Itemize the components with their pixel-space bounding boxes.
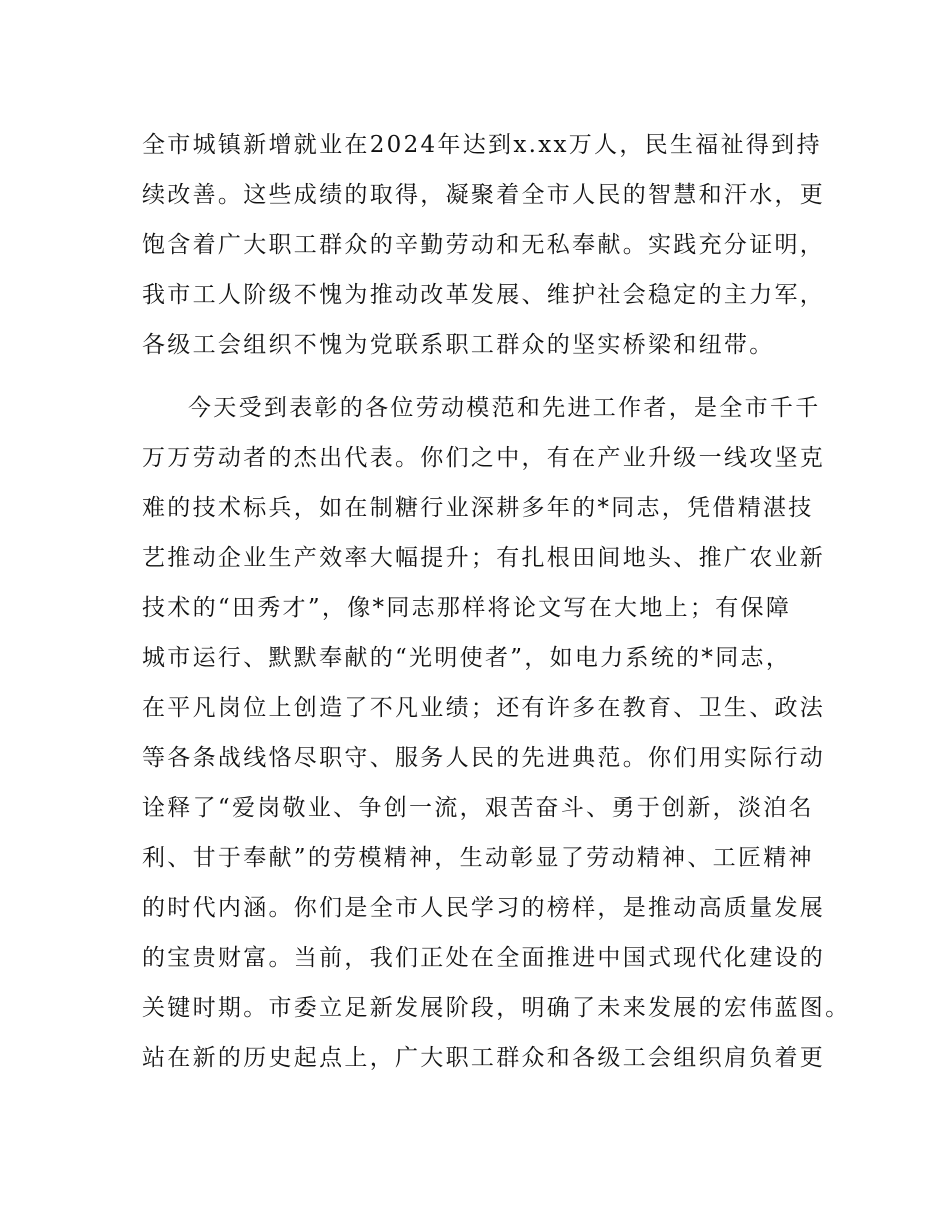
text-line: 关键时期。市委立足新发展阶段，明确了未来发展的宏伟蓝图。 xyxy=(142,995,851,1021)
text-line: 利、甘于奉献”的劳模精神，生动彰显了劳动精神、工匠精神 xyxy=(142,845,814,871)
text-line: 的时代内涵。你们是全市人民学习的榜样，是推动高质量发展 xyxy=(142,895,826,921)
text-line: 万万劳动者的杰出代表。你们之中，有在产业升级一线攻坚克 xyxy=(142,445,826,471)
text-line: 今天受到表彰的各位劳动模范和先进工作者，是全市千千 xyxy=(188,395,821,421)
text-line: 的宝贵财富。当前，我们正处在全面推进中国式现代化建设的 xyxy=(142,945,826,971)
text-line: 在平凡岗位上创造了不凡业绩；还有许多在教育、卫生、政法 xyxy=(142,695,826,721)
text-line: 城市运行、默默奉献的“光明使者”，如电力系统的*同志， xyxy=(142,645,792,671)
text-line: 难的技术标兵，如在制糖行业深耕多年的*同志，凭借精湛技 xyxy=(142,495,814,521)
text-line: 技术的“田秀才”，像*同志那样将论文写在大地上；有保障 xyxy=(142,595,792,621)
text-line: 全市城镇新增就业在2024年达到x.xx万人，民生福祉得到持 xyxy=(142,132,822,158)
text-line: 续改善。这些成绩的取得，凝聚着全市人民的智慧和汗水，更 xyxy=(142,182,826,208)
text-line: 诠释了“爱岗敬业、争创一流，艰苦奋斗、勇于创新，淡泊名 xyxy=(142,795,814,821)
text-line: 饱含着广大职工群众的辛勤劳动和无私奉献。实践充分证明， xyxy=(142,232,826,258)
text-line: 艺推动企业生产效率大幅提升；有扎根田间地头、推广农业新 xyxy=(142,545,826,571)
text-line: 站在新的历史起点上，广大职工群众和各级工会组织肩负着更 xyxy=(142,1045,826,1071)
text-line: 各级工会组织不愧为党联系职工群众的坚实桥梁和纽带。 xyxy=(142,332,775,358)
text-line: 等各条战线恪尽职守、服务人民的先进典范。你们用实际行动 xyxy=(142,745,826,771)
text-line: 我市工人阶级不愧为推动改革发展、维护社会稳定的主力军， xyxy=(142,282,826,308)
